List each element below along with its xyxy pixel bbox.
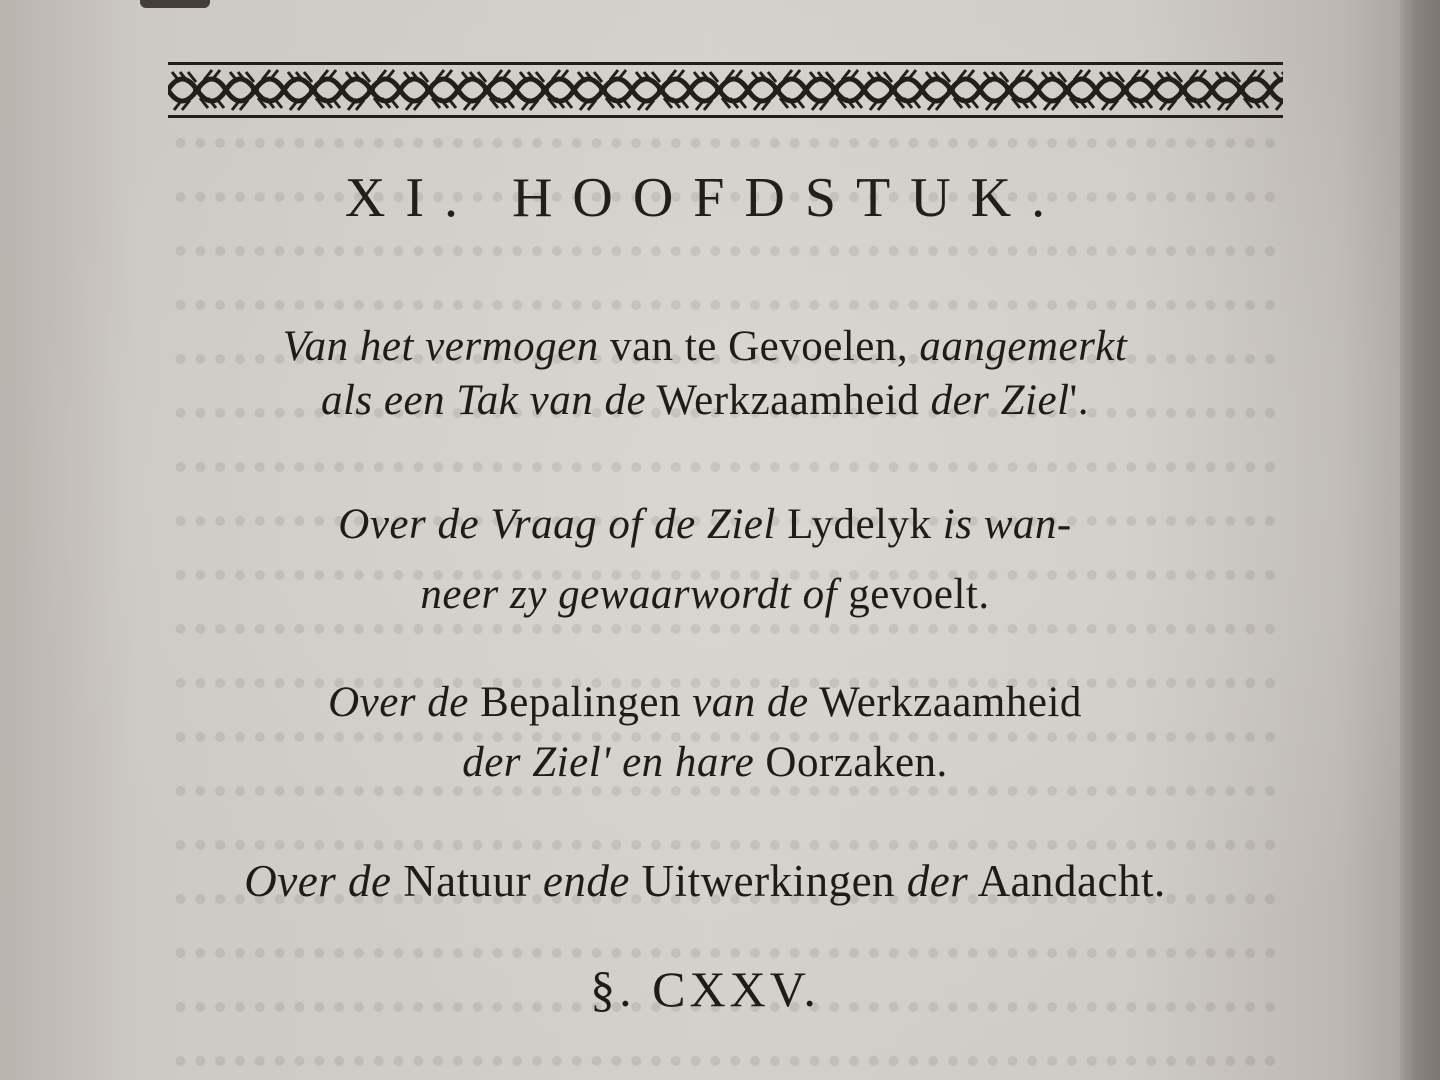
book-gutter-shadow	[1400, 0, 1440, 1080]
summary-line-3: Over de Vraag of de Ziel Lydelyk is wan-	[338, 501, 1072, 548]
page-number-fragment	[140, 0, 210, 8]
summary-line-7: Over de Natuur ende Uitwerkingen der Aandacht.	[244, 856, 1166, 906]
chapter-heading: XI. HOOFDSTUK.	[344, 167, 1066, 229]
summary-line-4: neer zy gewaarwordt of gevoelt.	[420, 571, 990, 618]
summary-line-6: der Ziel' en hare Oorzaken.	[462, 739, 948, 786]
summary-line-1: Van het vermogen van te Gevoelen, aangemerkt	[282, 323, 1128, 370]
summary-line-5: Over de Bepalingen van de Werkzaamheid	[328, 679, 1082, 726]
section-mark: §. CXXV.	[590, 961, 820, 1017]
summary-line-2: als een Tak van de Werkzaamheid der Ziel'.	[320, 377, 1090, 424]
ornamental-headpiece	[168, 62, 1283, 118]
